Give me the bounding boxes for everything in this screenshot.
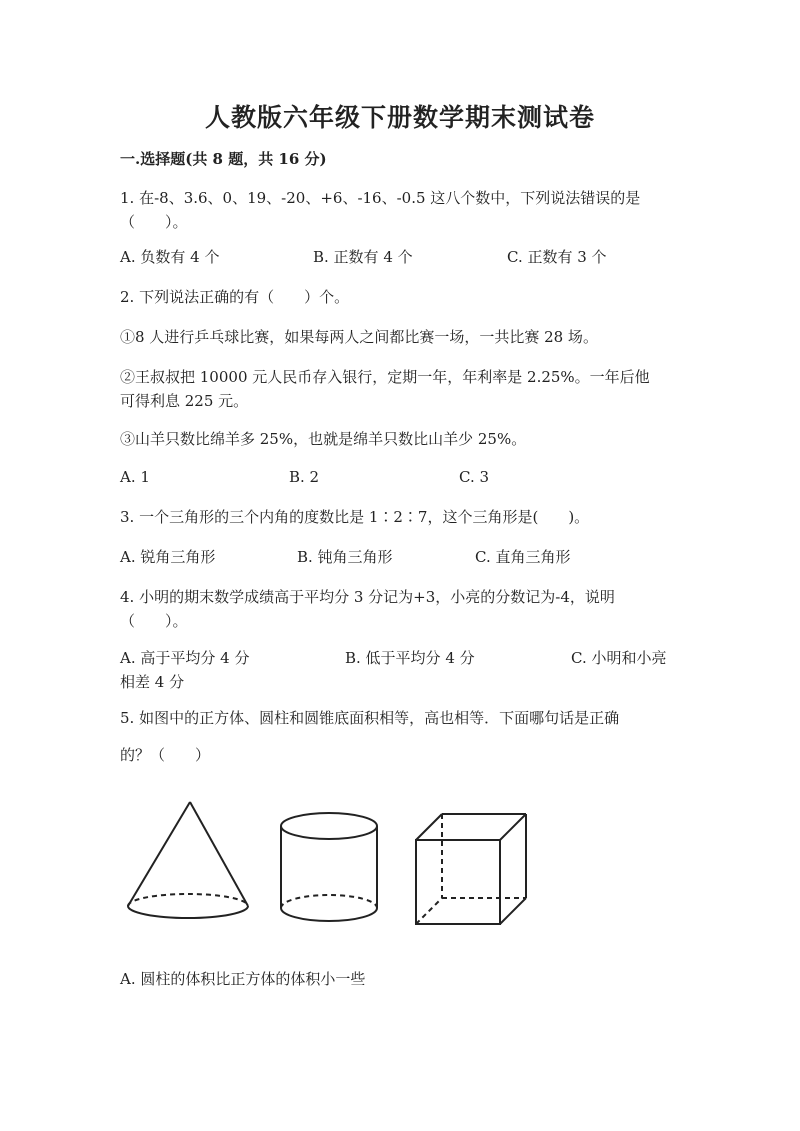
q2-stem: 2. 下列说法正确的有（ ）个。 bbox=[120, 288, 350, 306]
q4-stem-line1: 4. 小明的期末数学成绩高于平均分 3 分记为+3，小亮的分数记为-4，说明 bbox=[120, 588, 615, 606]
q1-stem-line1: 1. 在-8、3.6、0、19、-20、+6、-16、-0.5 这八个数中，下列说法错误的是 bbox=[120, 189, 641, 207]
q3-option-a[interactable]: A. 锐角三角形 bbox=[120, 548, 216, 566]
q5-option-a[interactable]: A. 圆柱的体积比正方体的体积小一些 bbox=[120, 970, 366, 988]
q3-stem: 3. 一个三角形的三个内角的度数比是 1∶2∶7，这个三角形是( )。 bbox=[120, 508, 590, 526]
q1-option-a[interactable]: A. 负数有 4 个 bbox=[120, 248, 220, 266]
page-title: 人教版六年级下册数学期末测试卷 bbox=[204, 103, 595, 132]
q2-option-a[interactable]: A. 1 bbox=[120, 468, 150, 486]
solids-figure bbox=[120, 800, 540, 940]
q4-option-c-continued: 相差 4 分 bbox=[120, 673, 185, 691]
q3-option-c[interactable]: C. 直角三角形 bbox=[475, 548, 571, 566]
q4-option-a[interactable]: A. 高于平均分 4 分 bbox=[120, 649, 250, 667]
q1-stem-line2: （ ）。 bbox=[120, 213, 188, 231]
q4-option-b[interactable]: B. 低于平均分 4 分 bbox=[345, 649, 475, 667]
q3-option-b[interactable]: B. 钝角三角形 bbox=[297, 548, 393, 566]
q1-option-c[interactable]: C. 正数有 3 个 bbox=[507, 248, 607, 266]
q2-statement-2-line1: ②王叔叔把 10000 元人民币存入银行，定期一年，年利率是 2.25%。一年后他 bbox=[120, 368, 650, 386]
cone-figure bbox=[128, 802, 248, 918]
q2-statement-1: ①8 人进行乒乓球比赛，如果每两人之间都比赛一场，一共比赛 28 场。 bbox=[120, 328, 598, 346]
q2-statement-3: ③山羊只数比绵羊多 25%，也就是绵羊只数比山羊少 25%。 bbox=[120, 430, 527, 448]
cube-figure bbox=[416, 814, 526, 924]
cylinder-figure bbox=[281, 813, 377, 921]
q2-option-c[interactable]: C. 3 bbox=[459, 468, 490, 486]
section-heading: 一.选择题(共 8 题，共 16 分) bbox=[120, 150, 327, 168]
q4-option-c[interactable]: C. 小明和小亮 bbox=[571, 649, 667, 667]
q2-option-b[interactable]: B. 2 bbox=[289, 468, 320, 486]
q2-statement-2-line2: 可得利息 225 元。 bbox=[120, 392, 249, 410]
q5-stem-line1: 5. 如图中的正方体、圆柱和圆锥底面积相等，高也相等．下面哪句话是正确 bbox=[120, 709, 620, 727]
q4-stem-line2: （ ）。 bbox=[120, 612, 188, 630]
q5-stem-line2: 的？（ ） bbox=[120, 746, 211, 764]
q1-option-b[interactable]: B. 正数有 4 个 bbox=[313, 248, 413, 266]
